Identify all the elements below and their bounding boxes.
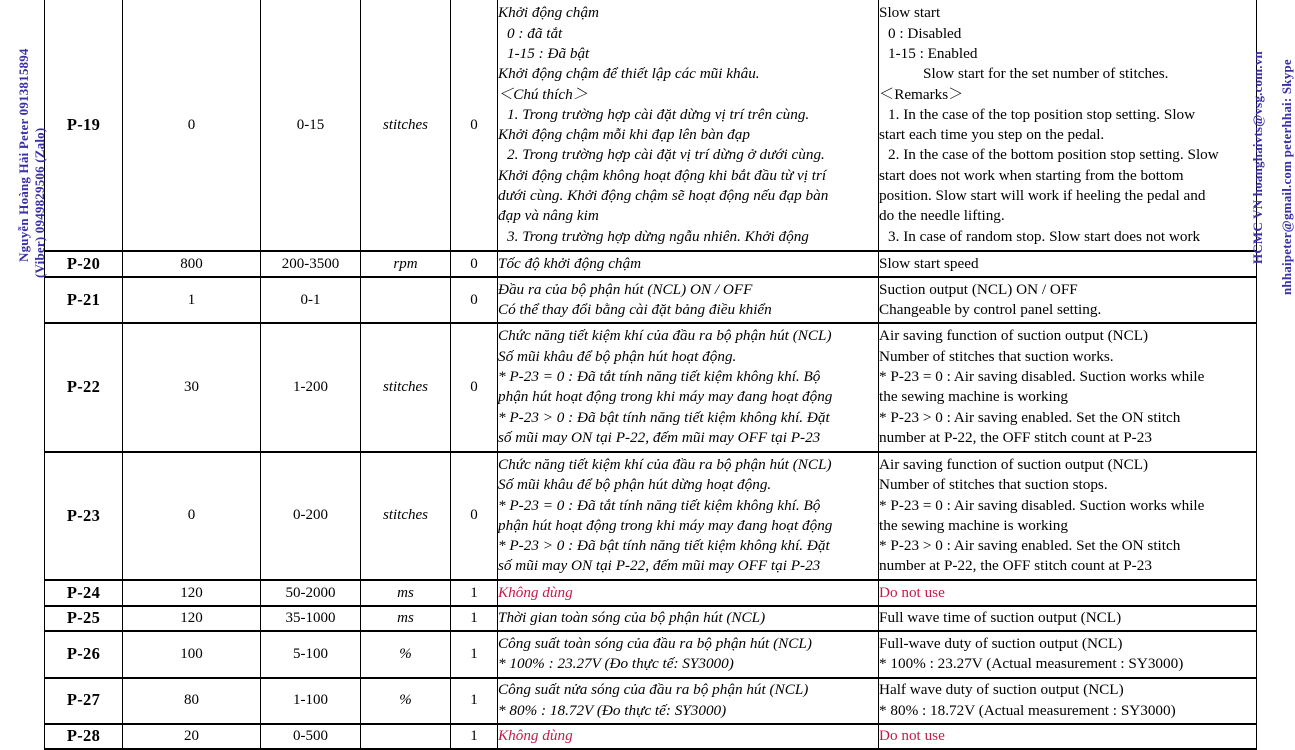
cell-default-value: 20 (123, 724, 261, 750)
cell-level: 0 (451, 452, 498, 581)
description-line: * P-23 = 0 : Đã tắt tính năng tiết kiệm không khí. Bộ (498, 367, 821, 385)
description-line: Khởi động chậm không hoạt động khi bắt đầu từ vị trí (498, 166, 827, 184)
watermark-right-line-1: HCMC VN hoanghaivts@vsg.com.vn (1250, 51, 1265, 264)
description-line: Đầu ra của bộ phận hút (NCL) ON / OFF (498, 280, 753, 298)
cell-range: 0-200 (261, 452, 361, 581)
parameter-table (44, 0, 1257, 750)
cell-unit: stitches (361, 0, 451, 251)
cell-level: 0 (451, 323, 498, 452)
description-line: Không dùng (498, 727, 573, 745)
cell-level: 0 (451, 0, 498, 251)
cell-unit: stitches (361, 452, 451, 581)
description-line: Slow start for the set number of stitches. (923, 65, 1169, 83)
description-line: 2. Trong trường hợp cài đặt vị trí dừng ở dưới cùng. (507, 146, 825, 164)
description-line: start does not work when starting from the bottom (879, 166, 1184, 184)
cell-range: 0-15 (261, 0, 361, 251)
cell-level: 1 (451, 724, 498, 750)
description-line: number at P-22, the OFF stitch count at P-23 (879, 557, 1152, 575)
cell-parameter-id: P-21 (45, 277, 123, 323)
cell-range: 5-100 (261, 631, 361, 677)
description-line: * P-23 > 0 : Air saving enabled. Set the ON stitch (879, 408, 1181, 426)
description-line: 0 : đã tắt (507, 24, 563, 42)
cell-level: 1 (451, 631, 498, 677)
cell-description-vietnamese (498, 0, 879, 251)
description-line: 2. In the case of the bottom position stop setting. Slow (888, 146, 1219, 164)
description-line: Suction output (NCL) ON / OFF (879, 280, 1078, 298)
cell-range: 35-1000 (261, 606, 361, 632)
cell-range: 50-2000 (261, 580, 361, 606)
description-line: Công suất toàn sóng của đầu ra bộ phận hút (NCL) (498, 635, 812, 653)
table-row[interactable] (45, 678, 1257, 724)
table-row[interactable] (45, 724, 1257, 750)
table-row[interactable] (45, 0, 1257, 251)
cell-description-english (879, 251, 1257, 277)
cell-level: 0 (451, 277, 498, 323)
cell-description-english (879, 631, 1257, 677)
description-line: the sewing machine is working (879, 516, 1068, 534)
description-line: Chức năng tiết kiệm khí của đầu ra bộ phận hút (NCL) (498, 456, 832, 474)
cell-description-english (879, 277, 1257, 323)
cell-range: 200-3500 (261, 251, 361, 277)
description-line: * 80% : 18.72V (Đo thực tế: SY3000) (498, 701, 727, 719)
description-line: 1-15 : Enabled (888, 44, 978, 62)
table-row[interactable] (45, 251, 1257, 277)
cell-description-vietnamese (498, 606, 879, 632)
description-line: đạp và nâng kim (498, 207, 599, 225)
cell-parameter-id: P-28 (45, 724, 123, 750)
description-line: Khởi động chậm để thiết lập các mũi khâu. (498, 65, 760, 83)
cell-parameter-id: P-26 (45, 631, 123, 677)
description-line: start each time you step on the pedal. (879, 126, 1105, 144)
description-line: phận hút hoạt động trong khi máy may đang hoạt động (498, 516, 833, 534)
description-line: Khởi động chậm (498, 4, 599, 22)
description-line: * 100% : 23.27V (Actual measurement : SY3000) (879, 655, 1184, 673)
cell-default-value: 120 (123, 580, 261, 606)
cell-range: 1-100 (261, 678, 361, 724)
description-line: Công suất nửa sóng của đầu ra bộ phận hút (NCL) (498, 681, 809, 699)
description-line: the sewing machine is working (879, 388, 1068, 406)
description-line: Chức năng tiết kiệm khí của đầu ra bộ phận hút (NCL) (498, 327, 832, 345)
cell-unit: ms (361, 606, 451, 632)
table-row[interactable] (45, 452, 1257, 581)
cell-unit (361, 724, 451, 750)
description-line: do the needle lifting. (879, 207, 1005, 225)
description-line: position. Slow start will work if heeling the pedal and (879, 186, 1206, 204)
cell-default-value: 30 (123, 323, 261, 452)
cell-description-vietnamese (498, 323, 879, 452)
table-row[interactable] (45, 277, 1257, 323)
description-line: number at P-22, the OFF stitch count at P-23 (879, 428, 1152, 446)
cell-unit: ms (361, 580, 451, 606)
cell-default-value: 800 (123, 251, 261, 277)
description-line: * P-23 > 0 : Đã bật tính năng tiết kiệm không khí. Đặt (498, 408, 830, 426)
cell-unit: % (361, 678, 451, 724)
cell-range: 0-500 (261, 724, 361, 750)
description-line: Số mũi khâu để bộ phận hút dừng hoạt động. (498, 476, 772, 494)
table-row[interactable] (45, 631, 1257, 677)
cell-description-english (879, 724, 1257, 750)
description-line: Do not use (879, 583, 945, 601)
description-line: Thời gian toàn sóng của bộ phận hút (NCL) (498, 609, 766, 627)
description-line: * 100% : 23.27V (Đo thực tế: SY3000) (498, 655, 734, 673)
parameter-table-body (45, 0, 1257, 749)
description-line: Không dùng (498, 583, 573, 601)
cell-range: 1-200 (261, 323, 361, 452)
description-line: Number of stitches that suction stops. (879, 476, 1108, 494)
description-line: 0 : Disabled (888, 24, 962, 42)
description-line: Tốc độ khởi động chậm (498, 254, 642, 272)
cell-parameter-id: P-27 (45, 678, 123, 724)
description-line: Full wave time of suction output (NCL) (879, 609, 1122, 627)
description-line: 3. Trong trường hợp dừng ngẫu nhiên. Khởi động (507, 227, 809, 245)
cell-default-value: 100 (123, 631, 261, 677)
cell-description-vietnamese (498, 724, 879, 750)
watermark-left-line-1: Nguyễn Hoàng Hải Peter 0913815894 (16, 48, 31, 262)
cell-range: 0-1 (261, 277, 361, 323)
cell-description-vietnamese (498, 277, 879, 323)
description-line: 1-15 : Đã bật (507, 44, 590, 62)
description-line: * 80% : 18.72V (Actual measurement : SY3000) (879, 701, 1176, 719)
description-line: Slow start speed (879, 254, 979, 272)
cell-description-vietnamese (498, 678, 879, 724)
description-line: Full-wave duty of suction output (NCL) (879, 635, 1123, 653)
description-line: Có thể thay đổi bằng cài đặt bảng điều khiển (498, 300, 772, 318)
description-line: ＜Remarks＞ (879, 85, 964, 103)
description-line: Khởi động chậm mỗi khi đạp lên bàn đạp (498, 126, 750, 144)
description-line: 1. In the case of the top position stop setting. Slow (888, 105, 1196, 123)
table-row[interactable] (45, 606, 1257, 632)
description-line: Do not use (879, 727, 945, 745)
table-row[interactable] (45, 323, 1257, 452)
watermark-right-line-2: nhhaipeter@gmail.com peterhhai: Skype (1279, 59, 1294, 295)
cell-parameter-id: P-24 (45, 580, 123, 606)
description-line: Slow start (879, 4, 941, 22)
description-line: Changeable by control panel setting. (879, 300, 1102, 318)
description-line: Air saving function of suction output (NCL) (879, 327, 1149, 345)
description-line: * P-23 > 0 : Air saving enabled. Set the ON stitch (879, 537, 1181, 555)
cell-description-english (879, 606, 1257, 632)
cell-level: 1 (451, 606, 498, 632)
description-line: số mũi may ON tại P-22, đếm mũi may OFF tại P-23 (498, 557, 821, 575)
cell-description-english (879, 580, 1257, 606)
description-line: Air saving function of suction output (NCL) (879, 456, 1149, 474)
cell-default-value: 80 (123, 678, 261, 724)
cell-default-value: 120 (123, 606, 261, 632)
description-line: * P-23 = 0 : Air saving disabled. Suction works while (879, 496, 1205, 514)
cell-unit: % (361, 631, 451, 677)
cell-description-vietnamese (498, 452, 879, 581)
description-line: phận hút hoạt động trong khi máy may đang hoạt động (498, 388, 833, 406)
cell-parameter-id: P-22 (45, 323, 123, 452)
description-line: 3. In case of random stop. Slow start does not work (888, 227, 1201, 245)
cell-unit: stitches (361, 323, 451, 452)
cell-parameter-id: P-19 (45, 0, 123, 251)
description-line: Số mũi khâu để bộ phận hút hoạt động. (498, 347, 737, 365)
watermark-left-line-2: (Viber) 0949829506 (Zalo) (32, 127, 47, 278)
cell-description-english (879, 678, 1257, 724)
description-line: số mũi may ON tại P-22, đếm mũi may OFF tại P-23 (498, 428, 821, 446)
cell-default-value: 0 (123, 452, 261, 581)
cell-description-vietnamese (498, 251, 879, 277)
description-line: * P-23 = 0 : Air saving disabled. Suction works while (879, 367, 1205, 385)
cell-parameter-id: P-25 (45, 606, 123, 632)
description-line: ＜Chú thích＞ (498, 85, 588, 103)
cell-description-english (879, 323, 1257, 452)
cell-description-english (879, 0, 1257, 251)
description-line: * P-23 > 0 : Đã bật tính năng tiết kiệm không khí. Đặt (498, 537, 830, 555)
cell-level: 1 (451, 580, 498, 606)
cell-description-vietnamese (498, 580, 879, 606)
cell-parameter-id: P-20 (45, 251, 123, 277)
parameter-table-container (44, 0, 1256, 750)
description-line: * P-23 = 0 : Đã tắt tính năng tiết kiệm không khí. Bộ (498, 496, 821, 514)
cell-unit: rpm (361, 251, 451, 277)
description-line: Half wave duty of suction output (NCL) (879, 681, 1124, 699)
cell-unit (361, 277, 451, 323)
cell-default-value: 1 (123, 277, 261, 323)
table-row[interactable] (45, 580, 1257, 606)
cell-level: 1 (451, 678, 498, 724)
description-line: dưới cùng. Khởi động chậm sẽ hoạt động nếu đạp bàn (498, 186, 829, 204)
cell-description-vietnamese (498, 631, 879, 677)
description-line: 1. Trong trường hợp cài đặt dừng vị trí trên cùng. (507, 105, 810, 123)
cell-parameter-id: P-23 (45, 452, 123, 581)
cell-level: 0 (451, 251, 498, 277)
cell-description-english (879, 452, 1257, 581)
description-line: Number of stitches that suction works. (879, 347, 1114, 365)
cell-default-value: 0 (123, 0, 261, 251)
